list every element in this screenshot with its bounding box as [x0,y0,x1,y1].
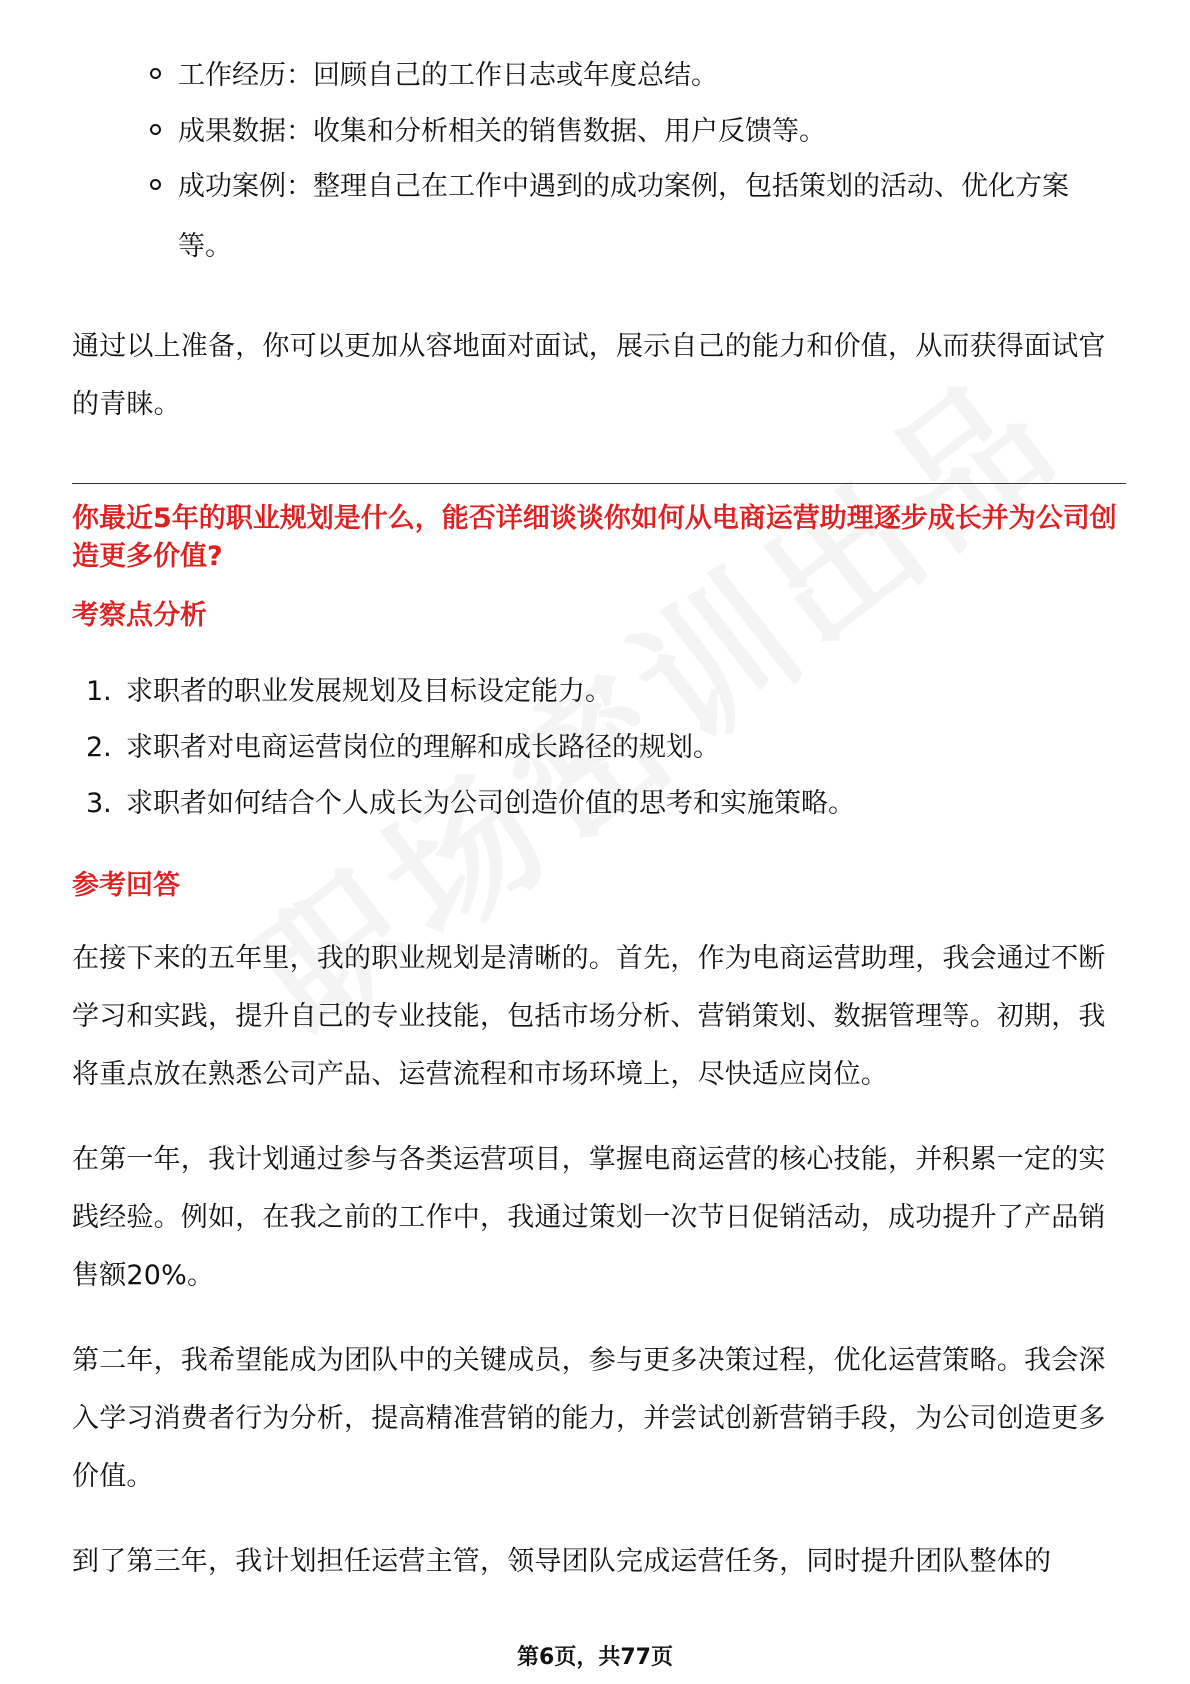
section-divider [72,483,1126,484]
bullet-text: 工作经历：回顾自己的工作日志或年度总结。 [178,60,718,91]
item-number: 1. [86,676,112,707]
analysis-item [86,728,720,768]
hollow-circle-bullet-icon [150,179,161,190]
bullet-text: 成果数据：收集和分析相关的销售数据、用户反馈等。 [178,116,826,147]
bullet-text: 成功案例：整理自己在工作中遇到的成功案例，包括策划的活动、优化方案等。 [178,171,1069,262]
answer-paragraph: 在接下来的五年里，我的职业规划是清晰的。首先，作为电商运营助理，我会通过不断学习和实践，提升自己的专业技能，包括市场分析、营销策划、数据管理等。初期，我将重点放在熟悉公司产品、运营流程和市场环境上，尽快适应岗位。 [72,943,1106,1090]
page-number-footer: 第6页，共77页 [517,1645,673,1670]
bullet-item-work-history [150,46,1108,106]
item-text: 求职者对电商运营岗位的理解和成长路径的规划。 [126,732,720,763]
item-text: 求职者的职业发展规划及目标设定能力。 [126,676,612,707]
bullet-item-result-data [150,102,1108,162]
bullet-item-success-cases [150,157,1108,277]
answer-paragraph: 第二年，我希望能成为团队中的关键成员，参与更多决策过程，优化运营策略。我会深入学习消费者行为分析，提高精准营销的能力，并尝试创新营销手段，为公司创造更多价值。 [72,1345,1106,1492]
closing-paragraph: 通过以上准备，你可以更加从容地面对面试，展示自己的能力和价值，从而获得面试官的青睐。 [72,331,1106,420]
question-heading: 你最近5年的职业规划是什么，能否详细谈谈你如何从电商运营助理逐步成长并为公司创造更多价值? [72,503,1117,572]
item-number: 3. [86,788,112,819]
analysis-heading: 考察点分析 [72,600,207,631]
answer-paragraph: 到了第三年，我计划担任运营主管，领导团队完成运营任务，同时提升团队整体的 [72,1546,1052,1577]
analysis-item [86,672,612,712]
hollow-circle-bullet-icon [150,124,161,135]
item-number: 2. [86,732,112,763]
item-text: 求职者如何结合个人成长为公司创造价值的思考和实施策略。 [126,788,855,819]
analysis-item [86,784,855,824]
answer-paragraph: 在第一年，我计划通过参与各类运营项目，掌握电商运营的核心技能，并积累一定的实践经验。例如，在我之前的工作中，我通过策划一次节日促销活动，成功提升了产品销售额20%。 [72,1144,1106,1291]
answer-heading: 参考回答 [72,870,180,901]
hollow-circle-bullet-icon [150,68,161,79]
